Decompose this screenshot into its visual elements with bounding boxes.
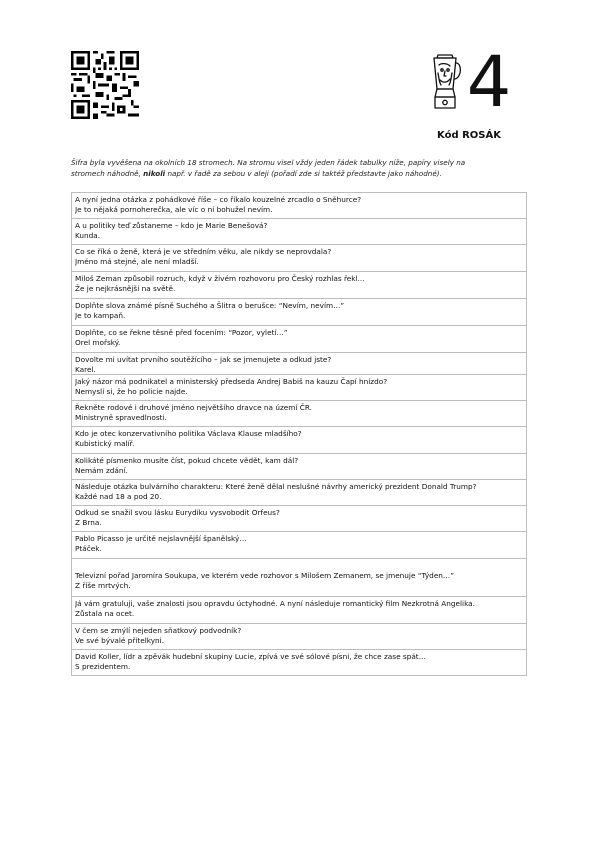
answer-text: Že je nejkrásnější na světě. bbox=[75, 284, 176, 293]
answer-text: Karel. bbox=[75, 365, 96, 374]
answer-text: Kunda. bbox=[75, 231, 101, 240]
answer-text: Nemyslí si, že ho policie najde. bbox=[75, 387, 188, 396]
question-text: David Koller, lídr a zpěvák hudební skupiny Lucie, zpívá ve své sólové písni, že chce zase spát… bbox=[75, 652, 426, 661]
intro-line-2-bold: nikoli bbox=[143, 169, 166, 178]
intro-line-2b: např. v řadě za sebou v aleji (pořadí zde si taktéž představte jako náhodné). bbox=[167, 169, 442, 178]
question-text: V čem se zmýlí nejeden sňatkový podvodník? bbox=[75, 626, 242, 635]
question-text: Doplňte, co se řekne těsně před focením: “Pozor, vyletí…” bbox=[75, 328, 288, 337]
table-row bbox=[71, 219, 527, 245]
table-row bbox=[71, 597, 527, 624]
table-row bbox=[71, 326, 527, 353]
table-row bbox=[71, 193, 527, 219]
table-row bbox=[71, 506, 527, 532]
question-text: Jaký názor má podnikatel a ministerský předseda Andrej Babiš na kauzu Čapí hnízdo? bbox=[75, 377, 388, 386]
answer-text: Orel mořský. bbox=[75, 338, 121, 347]
answer-text: Je to nějaká pornoherečka, ale víc o ní bohužel nevím. bbox=[75, 205, 273, 214]
intro-line-1: Šifra byla vyvěšena na okolních 18 stromech. Na stromu visel vždy jeden řádek tabulky níže, papíry visely na bbox=[71, 158, 466, 167]
question-text: A nyní jedna otázka z pohádkové říše – co říkalo kouzelné zrcadlo o Sněhurce? bbox=[75, 195, 362, 204]
question-text: Miloš Zeman způsobil rozruch, když v živém rozhovoru pro Český rozhlas řekl... bbox=[75, 274, 365, 283]
table-row bbox=[71, 624, 527, 650]
question-text: Kdo je otec konzervativního politika Václava Klause mladšího? bbox=[75, 429, 302, 438]
table-row bbox=[71, 375, 527, 401]
qr-code bbox=[71, 51, 139, 119]
intro-text bbox=[71, 157, 521, 179]
question-text: Pablo Picasso je určitě nejslavnější španělský… bbox=[75, 534, 247, 543]
code-label: Kód ROSÁK bbox=[437, 130, 501, 141]
table-row bbox=[71, 245, 527, 272]
answer-text: S prezidentem. bbox=[75, 662, 131, 671]
answer-text: Z říše mrtvých. bbox=[75, 581, 131, 590]
answer-text: Ministryně spravedlnosti. bbox=[75, 413, 167, 422]
table-row bbox=[71, 353, 527, 375]
question-text: Co se říká o ženě, která je ve středním věku, ale nikdy se neprovdala? bbox=[75, 247, 332, 256]
question-text: Odkud se snažil svou lásku Eurydiku vysvobodit Orfeus? bbox=[75, 508, 280, 517]
question-text: Televizní pořad Jaromíra Soukupa, ve kterém vede rozhovor s Milošem Zemanem, se jmenuje “Týden…” bbox=[75, 571, 455, 580]
question-text: Řekněte rodové i druhové jméno největšího dravce na území ČR. bbox=[75, 403, 312, 412]
question-text: Dovolte mi uvítat prvního soutěžícího – jak se jmenujete a odkud jste? bbox=[75, 355, 332, 364]
answer-text: Ve své bývalé přítelkyni. bbox=[75, 636, 165, 645]
answer-text: Nemám zdání. bbox=[75, 466, 128, 475]
table-row bbox=[71, 299, 527, 326]
intro-line-2a: stromech náhodně, bbox=[71, 169, 141, 178]
riddle-table bbox=[71, 192, 527, 676]
answer-text: Zůstala na ocet. bbox=[75, 609, 135, 618]
table-row bbox=[71, 454, 527, 480]
question-text: A u politiky teď zůstaneme – kdo je Marie Benešová? bbox=[75, 221, 268, 230]
answer-text: Kubistický malíř. bbox=[75, 439, 135, 448]
answer-text: Z Brna. bbox=[75, 518, 102, 527]
question-text: Já vám gratuluji, vaše znalosti jsou opravdu úctyhodné. A nyní následuje romantický film Nezkrotná Angelika. bbox=[75, 599, 475, 608]
answer-text: Je to kampaň. bbox=[75, 311, 126, 320]
table-row bbox=[71, 272, 527, 299]
table-row bbox=[71, 427, 527, 454]
table-row bbox=[71, 650, 527, 676]
answer-text: Každé nad 18 a pod 20. bbox=[75, 492, 162, 501]
answer-text: Jméno má stejné, ale není mladší. bbox=[75, 257, 199, 266]
table-row bbox=[71, 401, 527, 427]
question-text: Kolikáté písmenko musíte číst, pokud chcete vědět, kam dál? bbox=[75, 456, 299, 465]
table-row bbox=[71, 532, 527, 559]
question-text: Doplňte slova známé písně Suchého a Šlitra o berušce: “Nevím, nevím…” bbox=[75, 301, 345, 310]
table-row bbox=[71, 480, 527, 506]
table-row bbox=[71, 559, 527, 597]
answer-text: Ptáček. bbox=[75, 544, 102, 553]
blender-icon bbox=[425, 51, 465, 111]
puzzle-number: 4 bbox=[466, 41, 512, 123]
question-text: Následuje otázka bulvárního charakteru: Které ženě dělal neslušné návrhy americký prezident Donald Trump? bbox=[75, 482, 477, 491]
